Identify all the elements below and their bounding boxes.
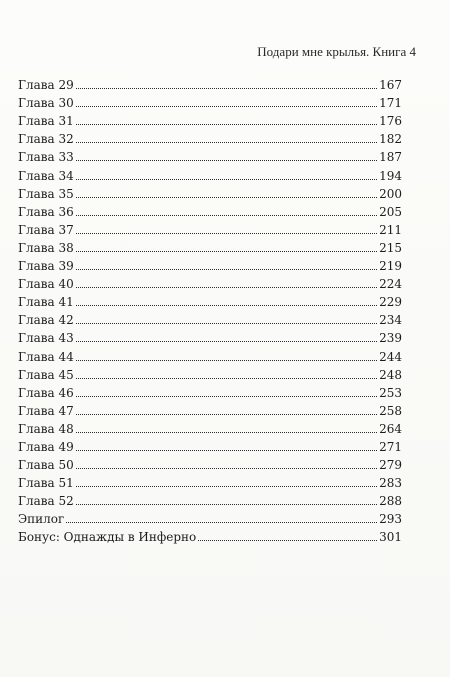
toc-entry [18, 201, 402, 219]
toc-dot-leader [76, 215, 377, 216]
toc-entry-page-number: 288 [379, 494, 402, 509]
toc-dot-leader [76, 124, 377, 125]
toc-dot-leader [76, 432, 377, 433]
toc-entry-title: Глава 38 [18, 240, 74, 255]
toc-entry-page-number: 253 [379, 385, 402, 400]
toc-entry-page-number: 205 [379, 204, 402, 219]
toc-entry-title: Бонус: Однажды в Инферно [18, 530, 197, 545]
toc-entry [18, 345, 402, 363]
toc-entry [18, 92, 402, 110]
toc-dot-leader [76, 305, 377, 306]
toc-dot-leader [76, 468, 377, 469]
toc-entry-title: Глава 32 [18, 132, 74, 147]
toc-entry-page-number: 187 [379, 150, 402, 165]
toc-entry-page-number: 244 [379, 349, 402, 364]
toc-dot-leader [76, 341, 377, 342]
toc-entry-page-number: 182 [379, 132, 402, 147]
toc-dot-leader [76, 378, 377, 379]
toc-entry-title: Эпилог [18, 512, 65, 527]
toc-entry [18, 490, 402, 508]
toc-entry-title: Глава 43 [18, 331, 74, 346]
toc-entry [18, 146, 402, 164]
toc-entry-page-number: 194 [379, 168, 402, 183]
toc-entry-page-number: 239 [379, 331, 402, 346]
toc-dot-leader [76, 88, 377, 89]
toc-entry-title: Глава 37 [18, 222, 74, 237]
toc-entry-title: Глава 33 [18, 150, 74, 165]
toc-entry-title: Глава 31 [18, 114, 74, 129]
toc-entry-title: Глава 40 [18, 277, 74, 292]
toc-dot-leader [198, 540, 377, 541]
toc-entry [18, 400, 402, 418]
toc-entry-page-number: 279 [379, 458, 402, 473]
toc-dot-leader [76, 179, 377, 180]
toc-entry [18, 382, 402, 400]
toc-entry-page-number: 171 [379, 96, 402, 111]
toc-dot-leader [76, 142, 377, 143]
toc-entry-title: Глава 48 [18, 421, 74, 436]
toc-entry [18, 74, 402, 92]
toc-entry-page-number: 283 [379, 476, 402, 491]
toc-entry-page-number: 219 [379, 259, 402, 274]
toc-dot-leader [76, 197, 377, 198]
toc-entry-page-number: 167 [379, 78, 402, 93]
toc-entry-page-number: 234 [379, 313, 402, 328]
toc-entry [18, 273, 402, 291]
toc-entry-title: Глава 46 [18, 385, 74, 400]
toc-entry-title: Глава 36 [18, 204, 74, 219]
toc-dot-leader [76, 360, 377, 361]
toc-dot-leader [76, 323, 377, 324]
toc-dot-leader [76, 160, 377, 161]
toc-entry-title: Глава 47 [18, 403, 74, 418]
toc-entry-page-number: 211 [379, 222, 402, 237]
toc-entry [18, 364, 402, 382]
toc-dot-leader [76, 396, 377, 397]
toc-dot-leader [76, 414, 377, 415]
toc-entry-title: Глава 44 [18, 349, 74, 364]
toc-dot-leader [76, 269, 377, 270]
toc-entry [18, 128, 402, 146]
toc-entry-page-number: 293 [379, 512, 402, 527]
toc-entry [18, 237, 402, 255]
toc-entry-page-number: 258 [379, 403, 402, 418]
toc-entry-title: Глава 51 [18, 476, 74, 491]
toc-dot-leader [76, 287, 377, 288]
toc-dot-leader [76, 450, 377, 451]
toc-entry [18, 164, 402, 182]
toc-entry [18, 526, 402, 544]
toc-entry [18, 418, 402, 436]
toc-entry-page-number: 176 [379, 114, 402, 129]
toc-entry-title: Глава 29 [18, 78, 74, 93]
toc-dot-leader [66, 522, 377, 523]
toc-entry-title: Глава 34 [18, 168, 74, 183]
toc-entry-page-number: 215 [379, 240, 402, 255]
toc-entry-title: Глава 30 [18, 96, 74, 111]
toc-entry-title: Глава 41 [18, 295, 74, 310]
toc-entry-page-number: 229 [379, 295, 402, 310]
toc-entry [18, 309, 402, 327]
running-title: Подари мне крылья. Книга 4 [257, 44, 416, 59]
toc-dot-leader [76, 233, 377, 234]
toc-entry-title: Глава 50 [18, 458, 74, 473]
toc-entry [18, 291, 402, 309]
toc-entry-title: Глава 35 [18, 186, 74, 201]
toc-entry [18, 110, 402, 128]
toc-entry-title: Глава 39 [18, 259, 74, 274]
toc-entry [18, 183, 402, 201]
toc-dot-leader [76, 486, 377, 487]
toc-entry [18, 255, 402, 273]
table-of-contents [18, 74, 402, 544]
toc-entry [18, 508, 402, 526]
toc-entry [18, 472, 402, 490]
toc-entry-title: Глава 45 [18, 367, 74, 382]
toc-entry-page-number: 301 [379, 530, 402, 545]
toc-dot-leader [76, 504, 377, 505]
toc-entry [18, 436, 402, 454]
toc-entry-page-number: 200 [379, 186, 402, 201]
toc-entry [18, 219, 402, 237]
toc-entry-title: Глава 49 [18, 439, 74, 454]
toc-entry-page-number: 224 [379, 277, 402, 292]
toc-dot-leader [76, 251, 377, 252]
toc-entry-page-number: 264 [379, 421, 402, 436]
toc-entry [18, 454, 402, 472]
toc-entry-title: Глава 42 [18, 313, 74, 328]
toc-entry-page-number: 248 [379, 367, 402, 382]
toc-dot-leader [76, 106, 377, 107]
toc-entry-page-number: 271 [379, 439, 402, 454]
toc-entry [18, 327, 402, 345]
toc-entry-title: Глава 52 [18, 494, 74, 509]
